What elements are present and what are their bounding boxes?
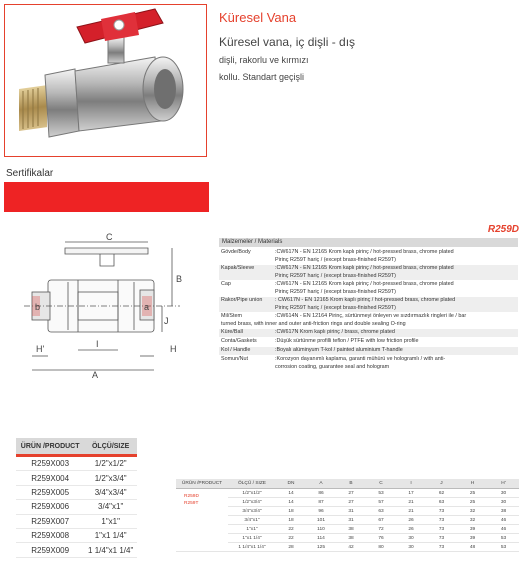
materials-header: Malzemeler / Materials	[219, 238, 518, 247]
column-header-b: B	[336, 479, 366, 489]
material-row: Kol / Handle :Boyalı alüminyum T-kol / painted aluminium T-handle	[219, 347, 518, 355]
certificates-label: Sertifikalar	[6, 168, 54, 179]
column-header-j: J	[426, 479, 457, 489]
column-header-i: I	[396, 479, 426, 489]
column-header-a: A	[306, 479, 336, 489]
material-row: Somun/Nut :Korozyon dayanımlı kaplama, garanti mühürü ve hologramlı / with anti- corrosion coating, guarantee seal and hologram	[221, 356, 446, 370]
dim-label-b-small: b	[35, 302, 41, 312]
dim-label-j: J	[164, 316, 169, 326]
dim-label-a-total: A	[92, 370, 99, 380]
product-codes: R259D R259T	[176, 489, 228, 552]
column-header-dn: DN	[276, 479, 306, 489]
product-photo	[4, 4, 207, 157]
table-row: 1 1/4"x1 1/4" 28 125 42 80 30 73 48 53	[176, 543, 519, 552]
dimension-table	[176, 479, 519, 552]
table-row: R259X008 1"x1 1/4"	[16, 528, 137, 542]
column-header-size: ÖLÇÜ / SIZE	[228, 479, 276, 489]
column-header-size: ÖLÇÜ/SIZE	[84, 438, 137, 456]
table-row: R259X009 1 1/4"x1 1/4"	[16, 543, 137, 557]
table-row: 3/4"x1" 18 101 31 67 26 73 32 46	[176, 516, 519, 525]
material-row: Cap :CW617N - EN 12165 Krom kaplı pirinç / hot-pressed brass, chrome plated Pirinç R259T hariç / (except brass-finished R259T)	[221, 281, 454, 295]
material-row: Küre/Ball :CW617N Krom kaplı pirinç / brass, chrome plated	[219, 329, 518, 337]
dim-label-b: B	[176, 274, 183, 284]
material-row: Rakor/Pipe union : CW617N - EN 12165 Krom kaplı pirinç / hot-pressed brass, chrome plated Pirinç R259T hariç / (except brass-finished R259T)	[219, 297, 518, 312]
dim-label-h: H	[170, 344, 177, 354]
table-row: R259X005 3/4"x3/4"	[16, 485, 137, 499]
table-row: 1/2"x3/4" 14 87 27 57 21 63 25 30	[176, 498, 519, 507]
material-row: Kapak/Sleeve :CW617N - EN 12165 Krom kaplı pirinç / hot-pressed brass, chrome plated Pirinç R259T hariç / (except brass-finished R259T)	[219, 265, 518, 280]
material-row: Mil/Stem :CW614N - EN 12164 Pirinç, sürtünmeyi önleyen ve sızdırmazlık ringleri ile / bar turned brass, with inner and outer anti-friction rings and double sealing O-ring	[221, 313, 467, 327]
dim-label-i: I	[96, 339, 99, 349]
description-line-1: dişli, rakorlu ve kırmızı	[219, 55, 309, 65]
materials-table	[219, 238, 518, 380]
table-row: 1"x1 1/4" 22 114 38 76 30 73 39 53	[176, 534, 519, 543]
technical-drawing	[20, 232, 200, 382]
table-row: R259X006 3/4"x1"	[16, 500, 137, 514]
product-subtitle: Küresel vana, iç dişli - dış	[219, 35, 356, 49]
column-header-product: ÜRÜN /PRODUCT	[176, 479, 228, 489]
table-row: R259X003 1/2"x1/2"	[16, 456, 137, 471]
product-title: Küresel Vana	[219, 10, 297, 25]
material-row: Gövde/Body :CW617N - EN 12165 Krom kaplı pirinç / hot-pressed brass, chrome plated Pirinç R259T hariç / (except brass-finished R259T)	[221, 249, 454, 263]
dimension-table-header	[176, 479, 519, 489]
size-table-header	[16, 438, 137, 456]
table-row: R259X004 1/2"x3/4"	[16, 471, 137, 485]
column-header-h-prime: H'	[488, 479, 519, 489]
table-row: 1"x1" 22 110 38 72 26 73 39 46	[176, 525, 519, 534]
table-row: R259D R259T 1/2"x1/2" 14 86 27 53 17 62 25 30	[176, 489, 519, 498]
table-row: R259X007 1"x1"	[16, 514, 137, 528]
dim-label-h-prime: H'	[36, 344, 45, 354]
table-row: 3/4"x3/4" 18 96 31 63 21 73 32 38	[176, 507, 519, 516]
certificates-bar	[4, 182, 209, 212]
ball-valve-image	[5, 5, 206, 156]
dim-label-c: C	[106, 232, 113, 242]
material-row: Conta/Gaskets :Düşük sürtünme profilli teflon / PTFE with low friction profile	[221, 338, 419, 344]
column-header-c: C	[366, 479, 396, 489]
column-header-h: H	[457, 479, 488, 489]
column-header-product: ÜRÜN /PRODUCT	[16, 438, 84, 456]
description-line-2: kollu. Standart geçişli	[219, 72, 305, 82]
product-code: R259D	[487, 224, 519, 235]
size-table	[16, 438, 137, 558]
dim-label-a: a	[144, 302, 150, 312]
